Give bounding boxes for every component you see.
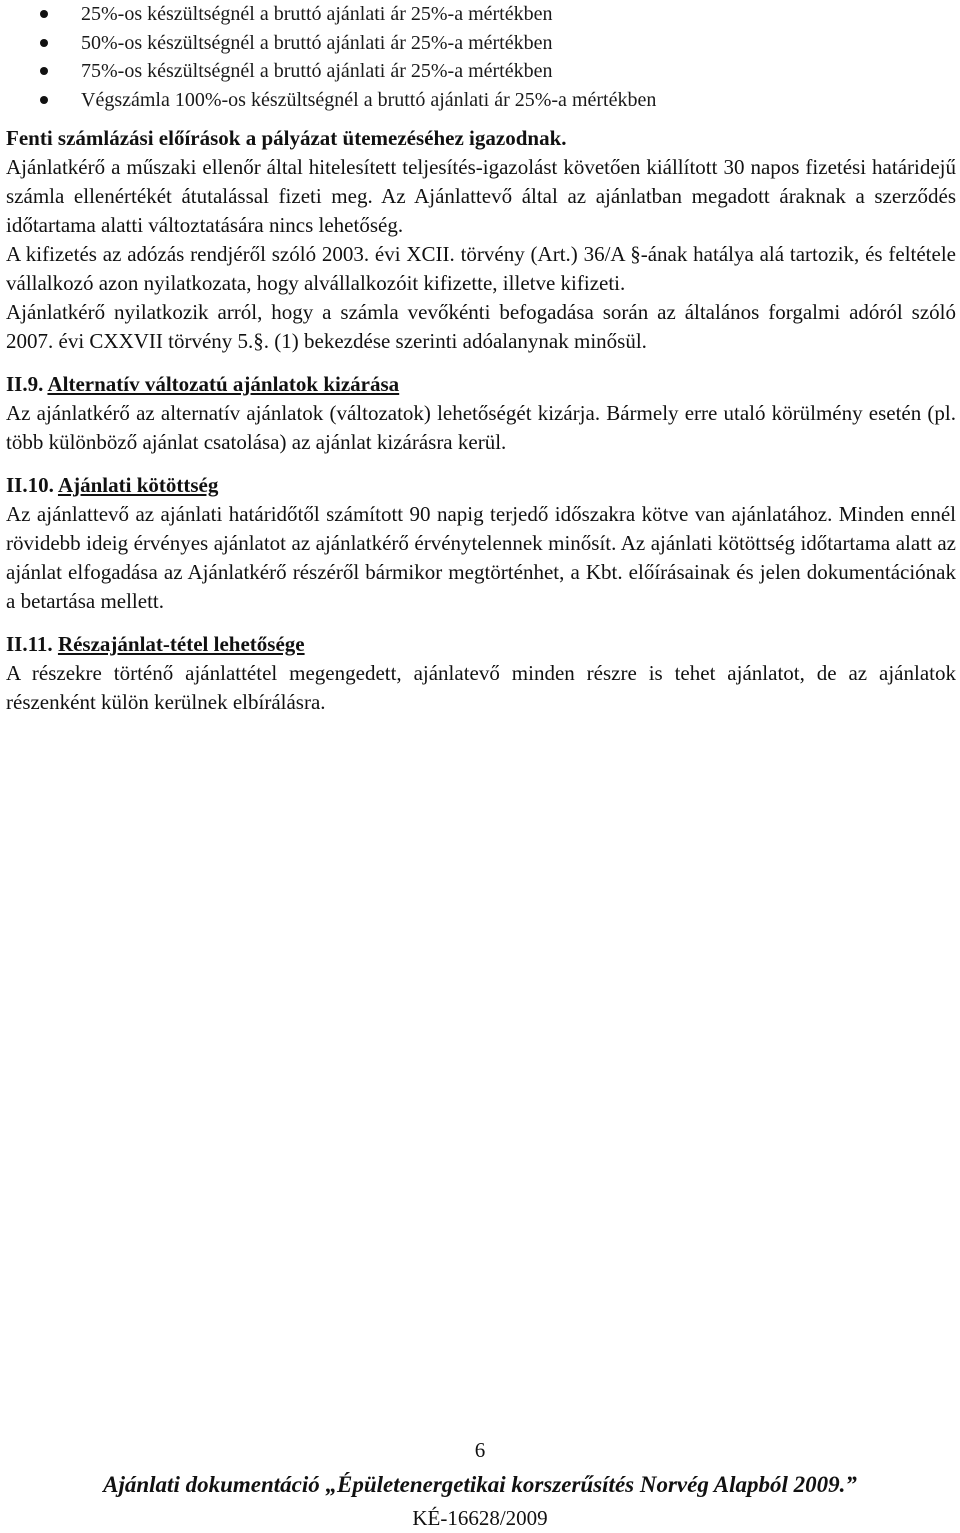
section-body-II-11: A részekre történő ajánlattétel megengedett, ajánlatevő minden részre is tehet ajánlatot, de az ajánlatok részenként külön kerülnek elbírálásra. [6, 661, 956, 714]
bullet-icon [40, 39, 48, 47]
section-heading-II-10: II.10. Ajánlati kötöttség [6, 473, 219, 497]
bullet-icon [40, 67, 48, 75]
billing-note: Fenti számlázási előírások a pályázat ütemezéséhez igazodnak. [6, 126, 567, 150]
footer-title: Ajánlati dokumentáció „Épületenergetikai korszerűsítés Norvég Alapból 2009.” [103, 1472, 857, 1497]
page-number: 6 [474, 1438, 486, 1462]
payment-schedule-list [6, 0, 956, 114]
footer-code: KÉ-16628/2009 [412, 1506, 548, 1530]
list-item: 50%-os készültségnél a bruttó ajánlati ár 25%-a mértékben [6, 29, 956, 58]
section-heading-II-9: II.9. Alternatív változatú ajánlatok kizárása [6, 372, 400, 396]
list-item: 75%-os készültségnél a bruttó ajánlati ár 25%-a mértékben [6, 57, 956, 86]
section-body-II-10: Az ajánlattevő az ajánlati határidőtől számított 90 napig terjedő időszakra kötve van ajánlatához. Minden ennél rövidebb ideig érvényes ajánlatot az ajánlatkérő érvénytelennek minősít. Az ajánlati kötöttség időtartama alatt az ajánlat elfogadása az Ajánlatkérő részéről bármikor megtörténhet, a Kbt. előírásainak és jelen dokumentációnak a betartása mellett. [6, 502, 956, 613]
bullet-icon [40, 10, 48, 18]
section-body-II-9: Az ajánlatkérő az alternatív ajánlatok (változatok) lehetőségét kizárja. Bármely erre utaló körülmény esetén (pl. több különböző ajánlat csatolása) az ajánlat kizárásra kerül. [6, 401, 956, 454]
document-page [6, 0, 956, 717]
list-item: Végszámla 100%-os készültségnél a bruttó ajánlati ár 25%-a mértékben [6, 86, 956, 115]
tax-paragraph: A kifizetés az adózás rendjéről szóló 2003. évi XCII. törvény (Art.) 36/A §-ának hatálya alá tartozik, és feltétele vállalkozó azon nyilatkozata, hogy alvállalkozóit kifizette, illetve kifizeti. [6, 242, 956, 295]
list-item: 25%-os készültségnél a bruttó ajánlati ár 25%-a mértékben [6, 0, 956, 29]
bullet-icon [40, 96, 48, 104]
vat-paragraph: Ajánlatkérő nyilatkozik arról, hogy a számla vevőkénti befogadása során az általános forgalmi adóról szóló 2007. évi CXXVII törvény 5.§. (1) bekezdése szerinti adóalanynak minősül. [6, 300, 956, 353]
payment-paragraph: Ajánlatkérő a műszaki ellenőr által hitelesített teljesítés-igazolást követően kiállított 30 napos fizetési határidejű számla ellenértékét átutalással fizeti meg. Az Ajánlattevő által az ajánlatban megadott áraknak a szerződés időtartama alatti változtatására nincs lehetőség. [6, 155, 956, 237]
section-heading-II-11: II.11. Részajánlat-tétel lehetősége [6, 632, 305, 656]
